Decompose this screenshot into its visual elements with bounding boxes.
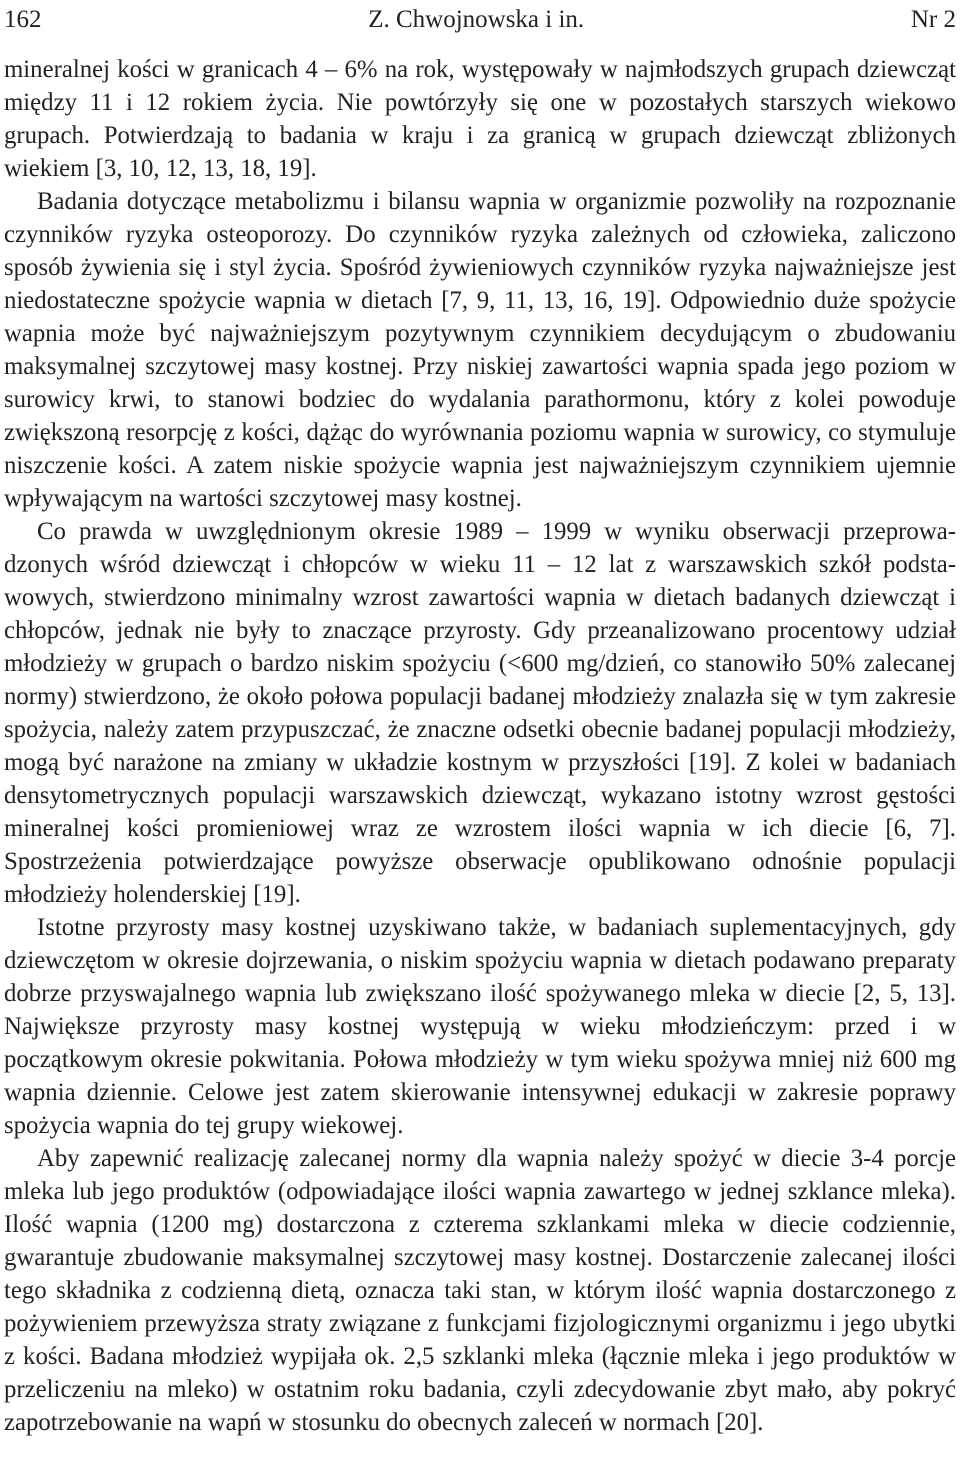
page-number: 162 [4, 6, 42, 33]
paragraph-continuation: mineralnej kości w granicach 4 – 6% na rok, występowały w najmłodszych grupach dziewcząt między 11 i 12 rokiem życia. Nie powtórzyły się one w pozostałych starszych wiekowo grupach. Potwierdzają to badania w kraju i za granicą w grupach dziewcząt zbliżonych wiekiem [3, 10, 12, 13, 18, 19]. [4, 56, 956, 182]
paragraph-observation-period: Co prawda w uwzględnionym okresie 1989 – 1999 w wyniku obserwacji przeprowadzonych wśród dziewcząt i chłopców w wieku 11 – 12 lat z warszawskich szkół podstawowych, stwierdzono minimalny wzrost zawartości wapnia w dietach badanych dziewcząt i chłopców, jednak nie były to znaczące przyrosty. Gdy przeanalizowano procentowy udział młodzieży w grupach o bardzo niskim spożyciu (<600 mg/dzień, co stanowiło 50% zalecanej normy) stwierdzono, że około połowa populacji badanej młodzieży znalazła się w tym zakresie spożycia, należy zatem przypuszczać, że znaczne odsetki obecnie badanej populacji młodzieży, mogą być narażone na zmiany w układzie kostnym w przyszłości [19]. Z kolei w badaniach densytometrycznych populacji warszawskich dziewcząt, wykazano istotny wzrost gęstości mineralnej kości promieniowej wraz ze wzrostem ilości wapnia w ich diecie [6, 7]. Spostrzeżenia potwierdzające powyższe obserwacje opublikowano odnośnie populacji młodzieży holenderskiej [19]. [4, 518, 956, 908]
article-body [4, 53, 956, 1439]
paragraph-calcium-metabolism: Badania dotyczące metabolizmu i bilansu wapnia w organizmie pozwoliły na rozpoznanie czynników ryzyka osteoporozy. Do czynników ryzyka zależnych od człowieka, zaliczono sposób żywienia się i styl życia. Spośród żywieniowych czynników ryzyka najważniejsze jest niedostateczne spożycie wapnia w dietach [7, 9, 11, 13, 16, 19]. Odpowiednio duże spożycie wapnia może być najważniejszym pozytywnym czynnikiem decydującym o zbudowaniu maksymalnej szczytowej masy kostnej. Przy niskiej zawartości wapnia spada jego poziom w surowicy krwi, to stanowi bodziec do wydalania parathormonu, który z kolei powoduje zwiększoną resorpcję z kości, dążąc do wyrównania poziomu wapnia w surowicy, co stymuluje niszczenie kości. A zatem niskie spożycie wapnia jest najważniejszym czynnikiem ujemnie wpływającym na wartości szczytowej masy kostnej. [4, 188, 956, 512]
running-head [4, 0, 956, 40]
journal-issue: Nr 2 [910, 6, 956, 33]
running-head-authors: Z. Chwojnowska i in. [368, 6, 585, 33]
paragraph-supplementation: Istotne przyrosty masy kostnej uzyskiwano także, w badaniach suplementacyjnych, gdy dziewczętom w okresie dojrzewania, o niskim spożyciu wapnia w dietach podawano preparaty dobrze przyswajalnego wapnia lub zwiększano ilość spożywanego mleka w diecie [2, 5, 13]. Największe przyrosty masy kostnej występują w wieku młodzieńczym: przed i w początkowym okresie pokwitania. Połowa młodzieży w tym wieku spożywa mniej niż 600 mg wapnia dziennie. Celowe jest zatem skierowanie intensywnej edukacji w zakresie poprawy spożycia wapnia do tej grupy wiekowej. [4, 914, 956, 1139]
paragraph-milk-recommendation: Aby zapewnić realizację zalecanej normy dla wapnia należy spożyć w diecie 3-4 porcje mleka lub jego produktów (odpowiadające ilości wapnia zawartego w jednej szklance mleka). Ilość wapnia (1200 mg) dostarczona z czterema szklankami mleka w diecie codziennie, gwarantuje zbudowanie maksymalnej szczytowej masy kostnej. Dostarczenie zalecanej ilości tego składnika z codzienną dietą, oznacza taki stan, w którym ilość wapnia dostarczonego z pożywieniem przewyższa straty związane z funkcjami fizjologicznymi organizmu i jego ubytki z kości. Badana młodzież wypijała ok. 2,5 szklanki mleka (łącznie mleka i jego produktów w przeliczeniu na mleko) w ostatnim roku badania, czyli zdecydowanie zbyt mało, aby pokryć zapotrzebowanie na wapń w stosunku do obecnych zaleceń w normach [20]. [4, 1145, 956, 1436]
